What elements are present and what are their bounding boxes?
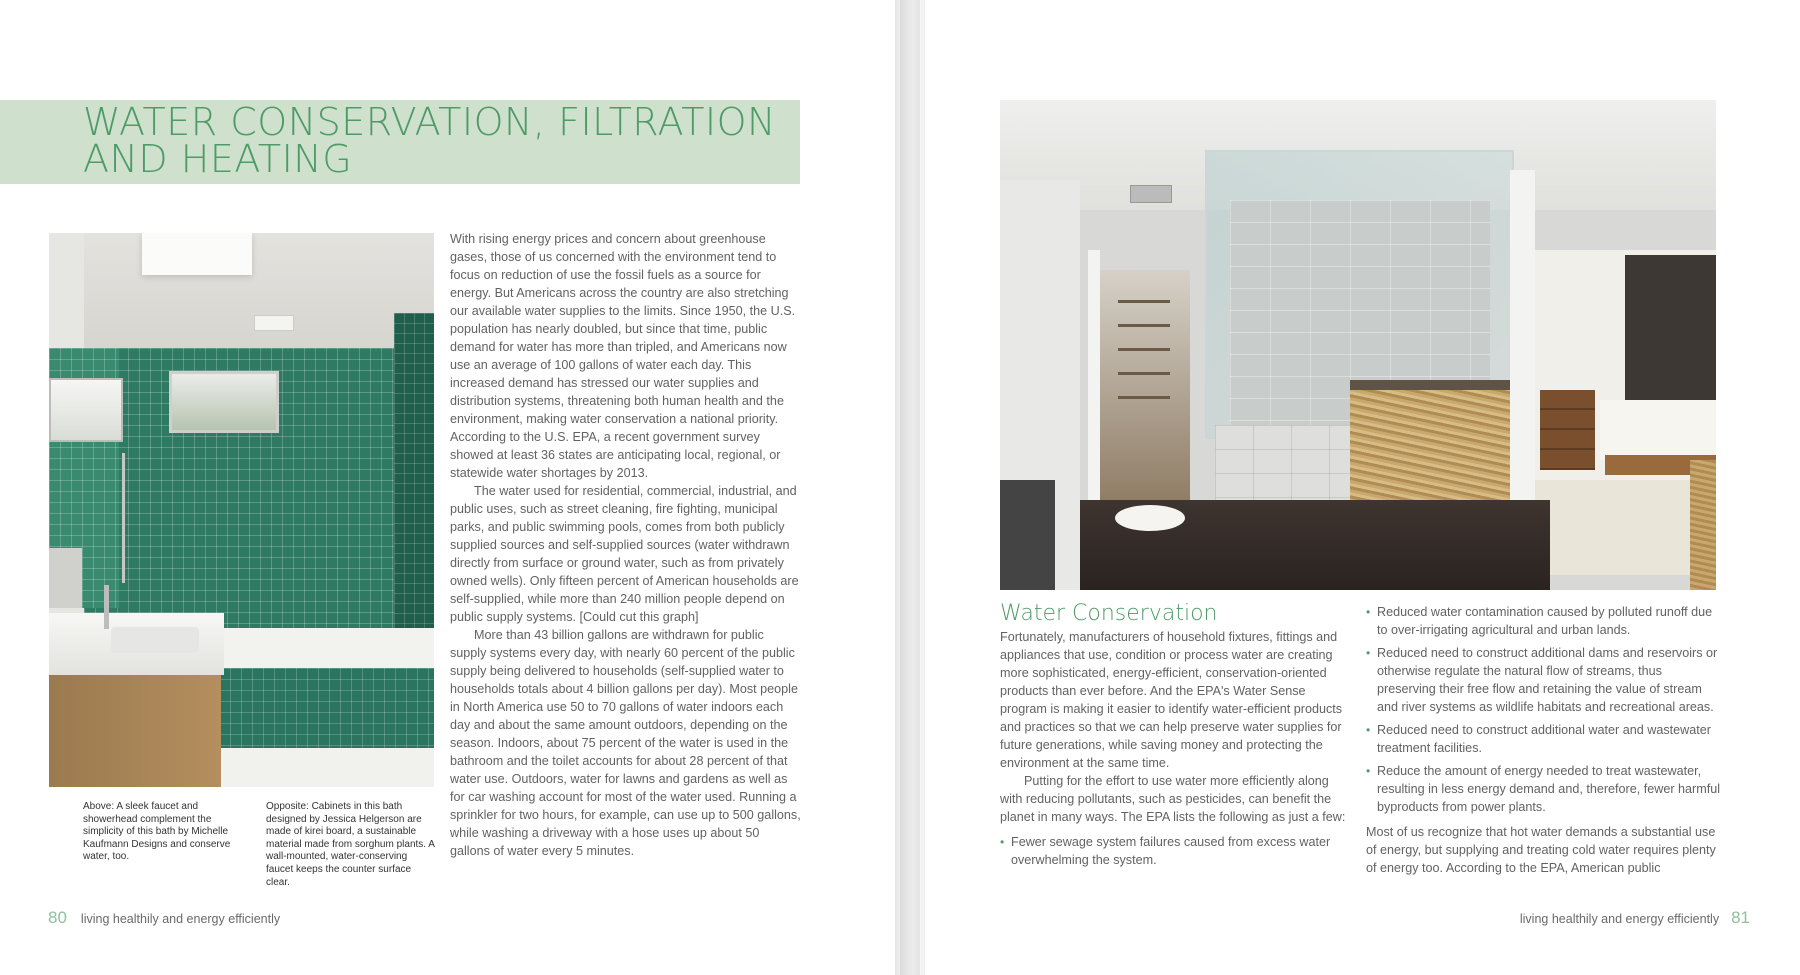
paragraph: The water used for residential, commercial, industrial, and public uses, such as street cleaning, fire fighting, municipal parks, and public swimming pools, comes from both publicly supplied sources and self-supplied sources (water withdrawn directly from surface or ground water, such as from privately owned wells). Only fifteen percent of American households are self-supplied, while more than 240 million people depend on public supply systems. [Could cut this graph] [450,484,799,624]
page-number: 80 [48,908,67,927]
section-heading: Water Conservation [1000,601,1218,626]
paragraph: With rising energy prices and concern about greenhouse gases, those of us concerned with the environment tend to focus on reduction of use the fossil fuels as a source for energy. But Americans across the country are also stretching our available water supplies to the limits. Since 1950, the U.S. population has nearly doubled, but since that time, public demand for water has more than tripled, and Americans now use an average of 100 gallons of water each day. This increased demand has stressed our water supplies and distribution systems, threatening both human health and the environment, making water conservation a national priority. According to the U.S. EPA, a recent government survey showed at least 36 states are anticipating local, regional, or statewide water shortages by 2013. [450,232,796,480]
bullet-icon: • [1000,835,1005,849]
bullet-icon: • [1366,646,1371,660]
paragraph: Fortunately, manufacturers of household fixtures, fittings and appliances that use, condition or process water are creating more sophisticated, energy-efficient, conservation-oriented products than ever before. And the EPA's Water Sense program is making it easier to identify water-efficient products and practices so that we can help preserve water supplies for future generations, while saving money and protecting the environment at the same time. [1000,630,1343,770]
photo-caption-above: Above: A sleek faucet and showerhead complement the simplicity of this bath by Michelle Kaufmann Designs and conserve water, too. [83,801,231,863]
bullet-list [1000,833,1352,869]
right-body-col-1 [1000,628,1352,874]
bullet-icon: • [1366,764,1371,778]
list-item: • Fewer sewage system failures caused from excess water overwhelming the system. [1000,835,1331,867]
folio-right [1520,908,1750,928]
left-body-text [450,230,802,860]
right-page [920,0,1800,975]
list-item: • Reduced need to construct additional water and wastewater treatment facilities. [1366,723,1711,755]
bathroom-photo-glass-shower [1000,100,1716,590]
folio-left [48,908,280,928]
list-item: • Reduced water contamination caused by polluted runoff due to over-irrigating agricultural and urban lands. [1366,605,1713,637]
page-number: 81 [1731,908,1750,927]
paragraph: Putting for the effort to use water more efficiently along with reducing pollutants, such as pesticides, can benefit the planet in many ways. The EPA lists the following as just a few: [1000,774,1346,824]
running-footer: living healthily and energy efficiently [80,912,281,926]
list-item: • Reduced need to construct additional dams and reservoirs or otherwise regulate the natural flow of streams, thus preserving their free flow and retaining the value of stream and river systems as wildlife habitats and recreational areas. [1366,646,1718,714]
paragraph: Most of us recognize that hot water demands a substantial use of energy, but supplying and treating cold water requires plenty of energy too. According to the EPA, American public [1366,825,1716,875]
photo-caption-opposite: Opposite: Cabinets in this bath designed by Jessica Helgerson are made of kirei board, a sustainable material made from sorghum plants. A wall-mounted, water-conserving faucet keeps the counter surface clear. [266,801,435,888]
right-body-col-2 [1366,603,1721,877]
title-band [0,100,800,184]
bullet-icon: • [1366,605,1371,619]
bullet-icon: • [1366,723,1371,737]
bullet-list [1366,603,1721,816]
list-item: • Reduce the amount of energy needed to treat wastewater, resulting in less energy demand and, therefore, fewer harmful byproducts from power plants. [1366,764,1721,814]
bathroom-photo-green-tile [49,233,434,787]
paragraph: More than 43 billion gallons are withdrawn for public supply systems every day, with nearly 60 percent of the public supply being delivered to households (self-supplied water to households totals about 4 billion gallons per day). Most people in North America use 50 to 70 gallons of water indoors each day and about the same amount outdoors, depending on the season. Indoors, about 75 percent of the water is used in the bathroom and the toilet accounts for about 28 percent of that water use. Outdoors, water for lawns and gardens as well as for car washing account for most of the water used. Running a sprinkler for two hours, for example, can use up to 500 gallons, while washing a driveway with a hose uses up about 50 gallons of water every 5 minutes. [450,628,801,858]
page-title: WATER CONSERVATION, FILTRATION AND HEATING [83,100,776,181]
running-footer: living healthily and energy efficiently [1519,912,1720,926]
